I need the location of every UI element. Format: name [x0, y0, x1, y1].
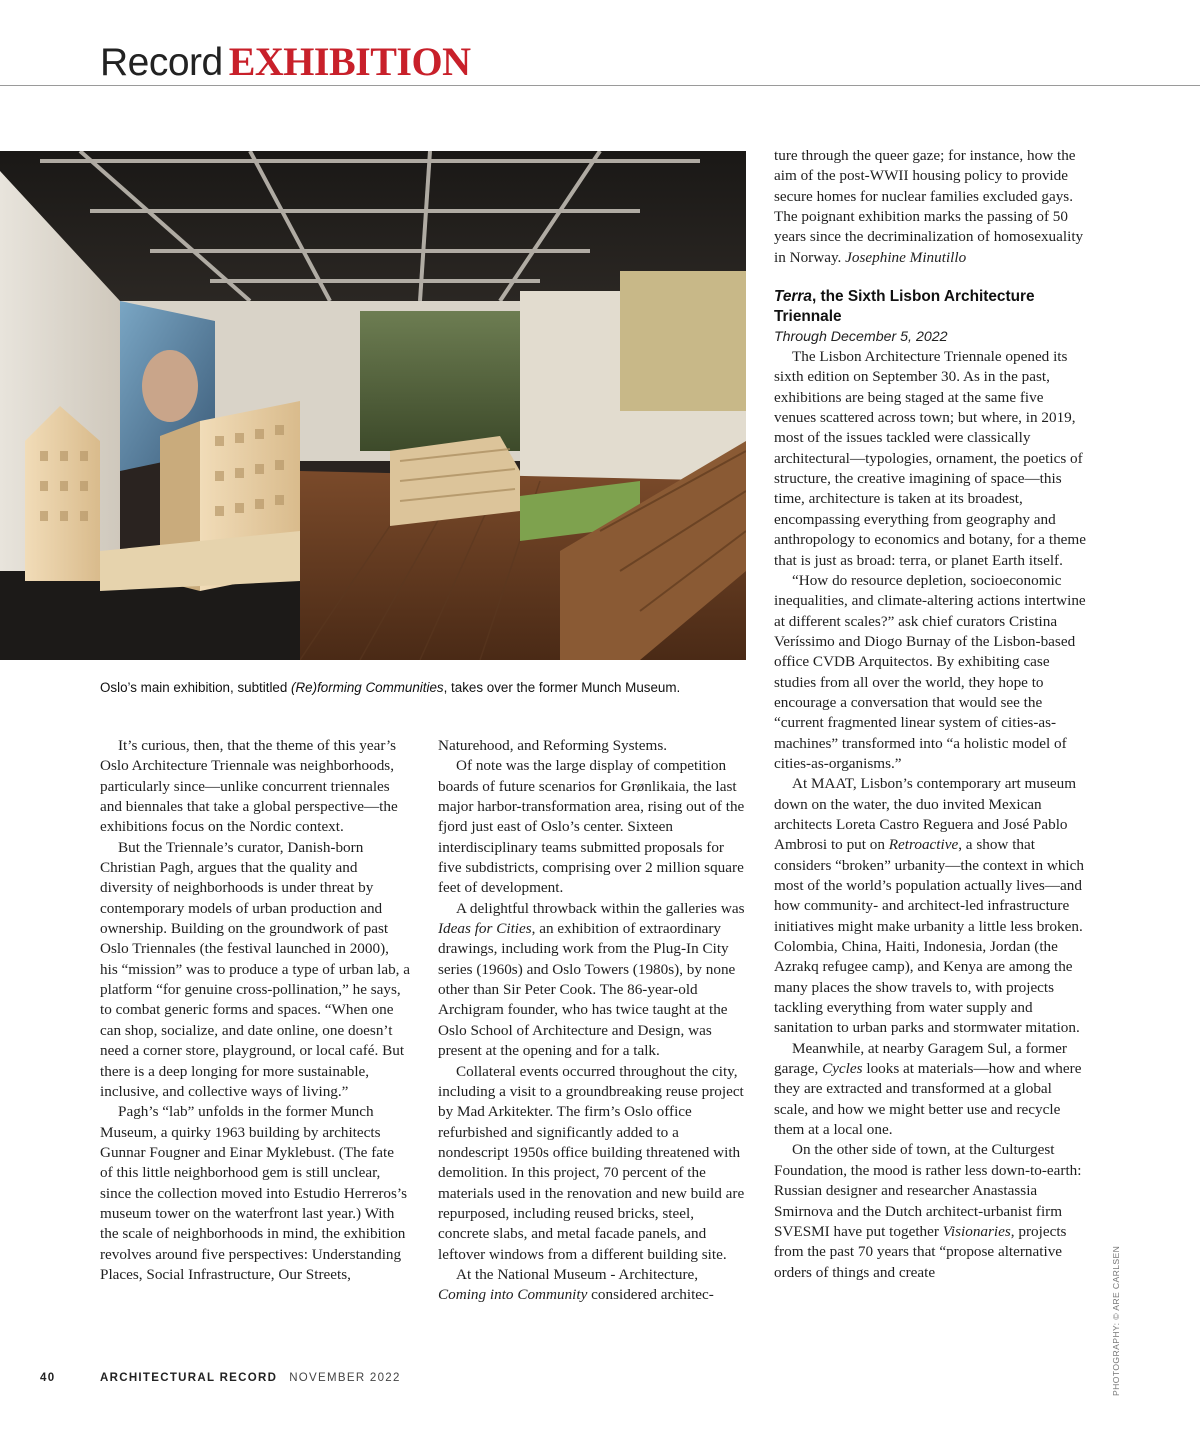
paragraph: ture through the queer gaze; for instance, how the aim of the post-WWII housing policy to provide secure homes for nuclear families excluded gays. The poignant exhibition marks the passing of 50 years since the decriminalization of homosexuality in Norway. Josephine Minutillo — [774, 147, 1084, 266]
subsection-heading: Terra, the Sixth Lisbon Architecture Triennale — [774, 288, 1035, 326]
caption-title: (Re)forming Communities — [291, 680, 444, 695]
exhibition-title: Coming into Community — [438, 1286, 588, 1304]
paragraph: The Lisbon Architecture Triennale opened its sixth edition on September 30. As in the past, exhibitions are being staged at the same five venues scattered across town; but where, in 2019, most of the issues tackled were classically architectural—typologies, ornament, the poetics of structure, the creative imagining of space—this time, architecture is taken at its broadest, encompassing everything from geography and anthropology to economics and botany, for a theme that is just as broad: terra, or planet Earth itself. — [774, 348, 1086, 569]
paragraph: At MAAT, Lisbon’s contemporary art museum down on the water, the duo invited Mexican architects Loreta Castro Reguera and José Pablo Ambrosi to put on Retroactive, a show that considers “broken” urbanity—the context in which most of the world’s population actually lives—and how community- and architect-led infrastructure initiatives might make urbanity a little less broken. Colombia, China, Haiti, Indonesia, Jordan (the Azrakq refugee camp), and Kenya are among the many places the show travels to, with projects tackling everything from water supply and sanitation to urban parks and stormwater mitation. — [774, 775, 1084, 1037]
section-label-exhibition: EXHIBITION — [228, 39, 471, 84]
exhibition-title: Retroactive — [888, 836, 959, 854]
exhibition-title: Ideas for Cities — [438, 920, 532, 938]
caption-text-end: , takes over the former Munch Museum. — [443, 680, 681, 695]
article-column-3 — [774, 146, 1086, 1283]
photo-credit — [1107, 1196, 1127, 1396]
caption-text: Oslo’s main exhibition, subtitled — [100, 680, 292, 695]
photo-credit-text: PHOTOGRAPHY: © ARE CARLSEN — [1111, 1245, 1121, 1396]
subsection-date: Through December 5, 2022 — [774, 329, 948, 346]
issue-date: NOVEMBER 2022 — [289, 1372, 401, 1384]
paragraph: Meanwhile, at nearby Garagem Sul, a former garage, Cycles looks at materials—how and where they are extracted and transformed at a global scale, and how we might better use and recycle them at a local one. — [774, 1039, 1082, 1139]
publication-name: ARCHITECTURAL RECORD — [100, 1372, 278, 1384]
paragraph: But the Triennale’s curator, Danish-born Christian Pagh, argues that the quality and diversity of neighborhoods is under threat by contemporary models of urban production and ownership. Building on the groundwork of past Oslo Triennales (the festival launched in 2000), his “mission” was to produce a type of urban lab, a platform “for genuine cross-pollination,” he says, to combat generic forms and spaces. “When one can shop, socialize, and date online, one doesn’t need a corner store, playground, or local café. But there is a deep longing for more sustainable, inclusive, and collective ways of living.” — [100, 838, 410, 1100]
page-number: 40 — [40, 1372, 56, 1384]
paragraph: Of note was the large display of competition boards of future scenarios for Grønlikaia, the last major harbor-transformation area, rising out of the fjord just east of Oslo’s center. Sixteen interdisciplinary teams submitted proposals for five subdistricts, comprising over 2 million square feet of development. — [438, 757, 745, 897]
article-column-1 — [100, 736, 410, 1285]
section-label-record: Record — [100, 41, 223, 84]
page-footer — [40, 1372, 401, 1384]
paragraph: On the other side of town, at the Culturgest Foundation, the mood is rather less down-to-earth: Russian designer and researcher Anastassia Smirnova and the Dutch architect-urbanist firm SVESMI have put together Visionaries, projects from the past 70 years that “propose alternative orders of things and create — [774, 1141, 1082, 1281]
header-rule — [0, 85, 1200, 86]
exhibition-photo — [0, 151, 746, 660]
paragraph: Naturehood, and Reforming Systems. — [438, 737, 668, 754]
paragraph: Pagh’s “lab” unfolds in the former Munch Museum, a quirky 1963 building by architects Gunnar Fougner and Einar Myklebust. (The fate of this little neighborhood gem is still unclear, since the collection moved into Estudio Herreros’s museum tower on the waterfront last year.) With the scale of neighborhoods in mind, the exhibition revolves around five perspectives: Understanding Places, Social Infrastructure, Our Streets, — [100, 1103, 408, 1283]
paragraph: A delightful throwback within the galleries was Ideas for Cities, an exhibition of extraordinary drawings, including work from the Plug-In City series (1960s) and Oslo Towers (1980s), by none other than Sir Peter Cook. The 86-year-old Archigram founder, who has twice taught at the Oslo School of Architecture and Design, was present at the opening and for a talk. — [438, 899, 745, 1060]
section-header — [100, 38, 470, 86]
paragraph: “How do resource depletion, socioeconomic inequalities, and climate-altering actions intertwine at different scales?” ask chief curators Cristina Veríssimo and Diogo Burnay of the Lisbon-based office CVDB Arquitectos. By exhibiting case studies from all over the world, they hope to encourage a conversation that would see the “current fragmented linear system of cities-as-machines” transformed into “a holistic model of cities-as-organisms.” — [774, 571, 1086, 772]
exhibition-title: Visionaries — [942, 1222, 1011, 1240]
exhibition-title: Cycles — [822, 1060, 863, 1078]
paragraph: At the National Museum - Architecture, Coming into Community considered architec- — [438, 1265, 714, 1304]
author-byline: Josephine Minutillo — [845, 248, 967, 266]
article-column-2 — [438, 736, 748, 1306]
paragraph: It’s curious, then, that the theme of this year’s Oslo Architecture Triennale was neighborhoods, particularly since—unlike concurrent triennales and biennales that take a global perspective—the exhibitions focus on the Nordic context. — [100, 737, 398, 836]
photo-caption — [100, 680, 760, 695]
paragraph: Collateral events occurred throughout the city, including a visit to a groundbreaking reuse project by Mad Arkitekter. The firm’s Oslo office refurbished and significantly added to a nondescript 1950s office building threatened with demolition. In this project, 70 percent of the materials used in the renovation and new build are repurposed, including reused bricks, steel, concrete slabs, and metal facade panels, and leftover windows from a different building site. — [438, 1062, 745, 1263]
